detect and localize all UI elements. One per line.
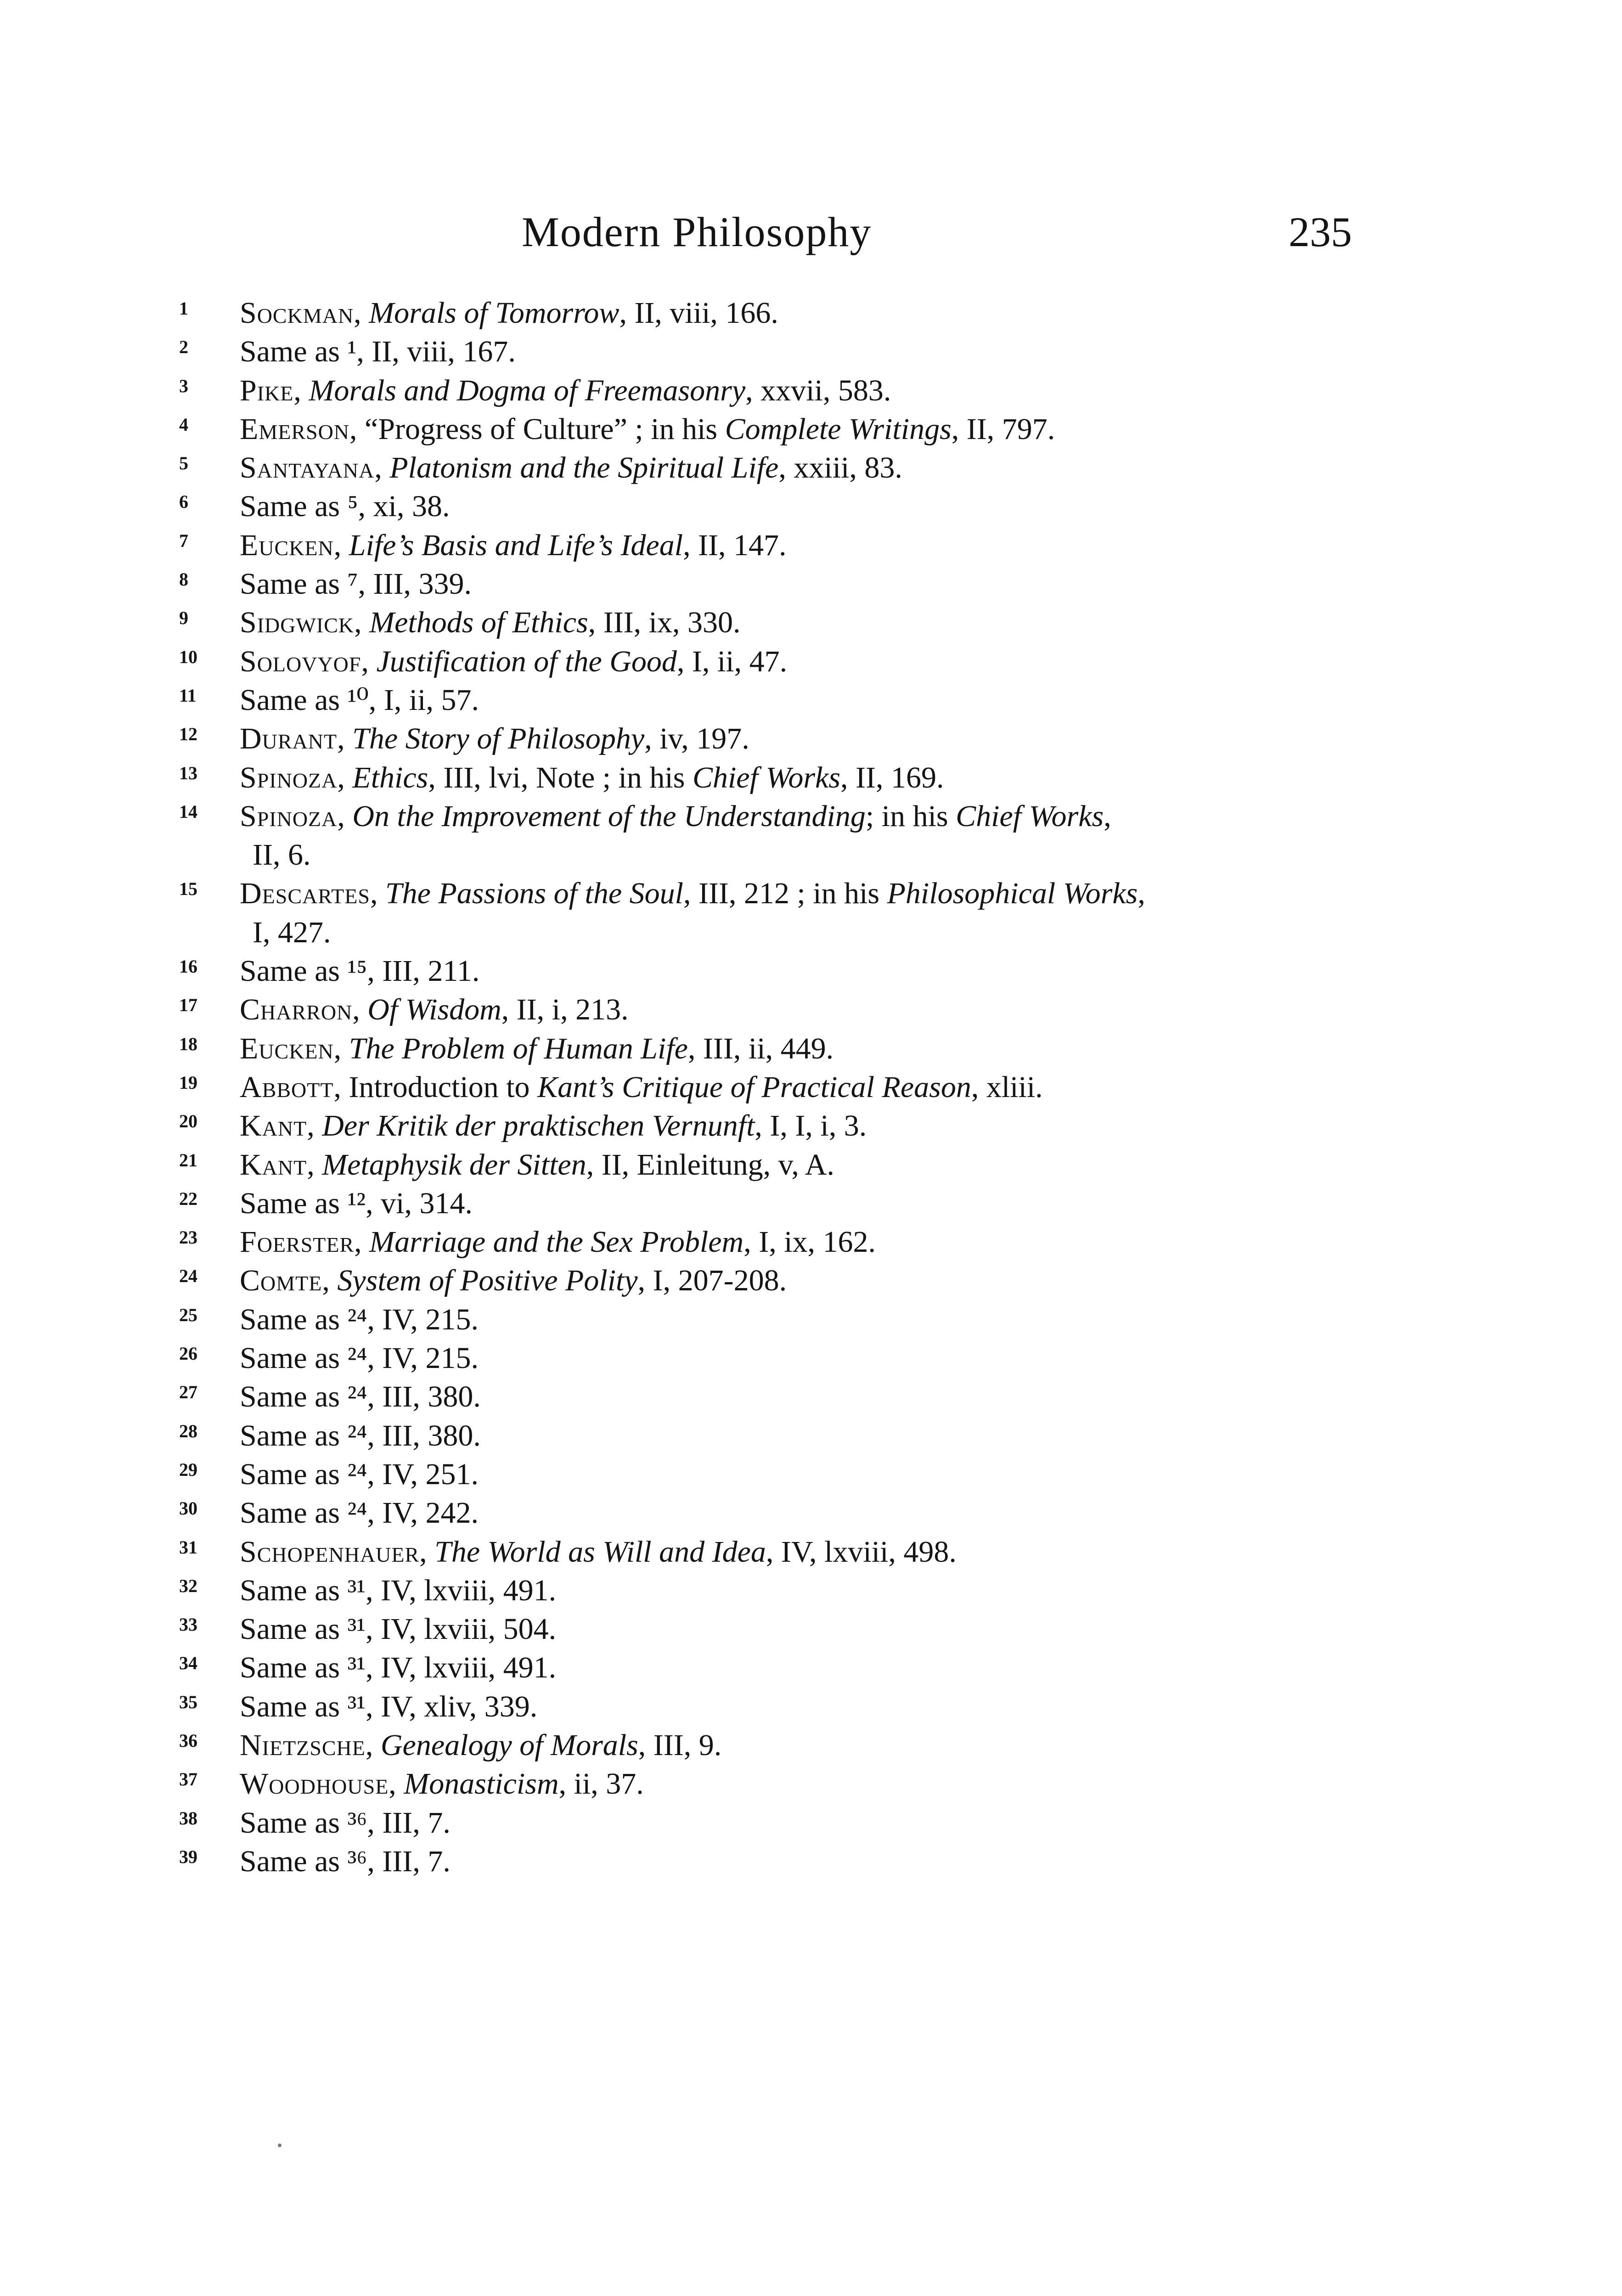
endnote-author: Eucken [240,1031,334,1065]
endnote-citation: , III, ii, 449. [687,1031,834,1065]
endnote-work-title: Monasticism [404,1767,559,1801]
endnote-text [240,1767,644,1801]
endnote-author: Emerson [240,412,350,446]
endnote-work-title: Chief Works [956,799,1104,833]
endnote [179,294,1346,332]
endnote [179,1184,1346,1223]
endnote-continuation: I, 427. [253,915,331,949]
endnote-citation: , [1138,877,1145,911]
endnote [179,1223,1346,1261]
endnote-number: 35 [179,1691,197,1712]
endnote-citation: , IV, lxviii, 498. [766,1535,957,1569]
endnote-text [240,1380,481,1413]
endnote-citation: Same as ³¹, IV, lxviii, 491. [240,1573,557,1607]
endnote-text [240,1535,957,1569]
endnote-work-title: Methods of Ethics [369,606,588,640]
endnote [179,1261,1346,1300]
endnote [179,371,1346,410]
endnote-text [240,1303,479,1336]
endnote-citation: , I, I, i, 3. [755,1109,867,1143]
endnote-separator: , [333,1031,349,1065]
endnote-author: Durant [240,722,338,756]
endnote-citation: Same as ³⁶, III, 7. [240,1806,451,1840]
endnote-text [240,1225,876,1259]
endnote-text [240,1032,834,1065]
endnote-number: 21 [179,1149,197,1171]
endnote-author: Abbott [240,1070,334,1104]
endnotes-list [179,294,1346,1881]
endnote [179,1146,1346,1184]
endnote-number: 12 [179,724,197,745]
endnote-number: 19 [179,1072,197,1093]
endnote [179,603,1346,642]
endnote-author: Pike [240,373,294,407]
endnote [179,1842,1346,1881]
endnote-number: 8 [179,569,188,590]
endnote-citation: , ii, 37. [558,1767,644,1801]
endnote-text [240,606,741,639]
endnote-text [240,1187,473,1220]
endnote-citation: , II, i, 213. [501,993,629,1027]
endnote-number: 17 [179,995,197,1016]
endnote-citation: Same as ⁷, III, 339. [240,567,472,601]
endnote-work-title: On the Improvement of the Understanding [352,799,866,833]
endnote-text [240,1148,834,1182]
endnote-text [240,683,479,717]
endnote-number: 7 [179,530,188,551]
endnote [179,1571,1346,1610]
endnote-citation: Same as ⁵, xi, 38. [240,490,450,523]
endnote-text [240,874,1346,913]
endnote-number: 1 [179,298,188,319]
endnote [179,410,1346,449]
endnote [179,1804,1346,1842]
endnote-number: 34 [179,1653,197,1674]
endnote-number: 10 [179,646,197,667]
endnote-citation: Same as ²⁴, III, 380. [240,1380,481,1414]
endnote-separator: , [337,760,353,794]
endnote-separator: , [337,722,353,756]
endnote-author: Woodhouse [240,1767,389,1801]
endnote-work-title: The Passions of the Soul [385,877,683,911]
endnote-number: 5 [179,453,188,474]
endnote-number: 28 [179,1420,197,1441]
endnote-number: 24 [179,1266,197,1287]
endnote-citation: , III, 9. [638,1728,722,1762]
endnote-separator: , [333,528,349,562]
endnote-author: Santayana [240,451,375,485]
endnote [179,797,1346,875]
endnote-separator: , [307,1148,322,1182]
endnote-citation: , I, ix, 162. [743,1225,876,1259]
endnote-number: 31 [179,1536,197,1558]
endnote-author: Sidgwick [240,606,355,640]
endnote-work-title: Marriage and the Sex Problem [369,1225,744,1259]
endnote-work-title: The Story of Philosophy [352,722,645,756]
endnote-citation: , II, 147. [683,528,787,562]
endnote-citation: Same as ¹, II, viii, 167. [240,335,516,369]
endnote-work-title: Metaphysik der Sitten [322,1148,586,1182]
endnote [179,681,1346,720]
endnote-number: 15 [179,878,197,900]
endnote-number: 37 [179,1769,197,1790]
endnote-number: 3 [179,375,188,396]
endnote-work-title: Justification of the Good [376,644,677,678]
endnote-text [240,1690,537,1723]
endnote-citation: Introduction to [349,1070,538,1104]
endnote-text [240,1574,556,1607]
endnote-work-title: Genealogy of Morals [380,1728,638,1762]
endnote-separator: , [419,1535,435,1569]
printer-dot [278,2144,282,2147]
endnote-work-title: Morals of Tomorrow [369,296,620,330]
endnote-work-title: Life’s Basis and Life’s Ideal [349,528,683,562]
endnote [179,1300,1346,1339]
endnote-author: Eucken [240,528,334,562]
endnote-citation: “Progress of Culture” ; in his [365,412,725,446]
endnote-number: 6 [179,491,188,512]
endnote-number: 16 [179,956,197,977]
endnote-citation: Same as ¹⁰, I, ii, 57. [240,683,479,717]
endnote-separator: , [293,373,309,407]
endnote [179,1765,1346,1803]
endnote-citation: ; in his [865,799,956,833]
endnote-work-title: The Problem of Human Life [349,1031,688,1065]
endnote [179,1688,1346,1726]
endnote-separator: , [354,606,370,640]
endnote-text [240,490,450,523]
endnote-citation: Same as ²⁴, IV, 242. [240,1496,479,1530]
endnote-citation: , III, lvi, Note ; in his [428,760,693,794]
endnote-author: Spinoza [240,799,338,833]
endnote-text [240,722,749,755]
endnote-citation: Same as ³¹, IV, lxviii, 504. [240,1612,557,1646]
endnote-text [240,529,787,562]
endnote-separator: , [354,1225,370,1259]
endnote-number: 39 [179,1846,197,1867]
endnote-number: 13 [179,762,197,783]
endnote-text [240,1496,479,1530]
endnote [179,1417,1346,1455]
endnote-author: Schopenhauer [240,1535,420,1569]
endnote-citation: Same as ²⁴, III, 380. [240,1418,481,1452]
endnote-citation: , II, 797. [951,412,1055,446]
endnote [179,1649,1346,1687]
endnote-text [240,1728,721,1762]
endnote-work-title: Ethics [352,760,428,794]
endnote-separator: , [349,412,365,446]
endnote-number: 20 [179,1111,197,1132]
endnote-author: Nietzsche [240,1728,366,1762]
endnote-continuation: II, 6. [253,838,311,872]
endnote [179,952,1346,990]
endnote-text [240,1419,481,1452]
endnote-text [240,1109,867,1142]
endnote-author: Solovyof [240,644,361,678]
endnote-text [240,993,629,1026]
endnote [179,1726,1346,1765]
endnote-work-title: Platonism and the Spiritual Life [389,451,779,485]
endnote-work-title: Philosophical Works [887,877,1138,911]
endnote-author: Sockman [240,296,354,330]
endnote [179,1068,1346,1107]
endnote-citation: , I, 207-208. [637,1264,787,1298]
endnote-text [240,451,902,484]
endnote-separator: , [352,993,368,1027]
endnote-citation: Same as ³¹, IV, lxviii, 491. [240,1651,557,1685]
endnote-author: Kant [240,1148,307,1182]
endnote-text [240,567,472,601]
endnote-work-title: System of Positive Polity [337,1264,638,1298]
endnote-number: 33 [179,1614,197,1635]
endnote-number: 9 [179,608,188,629]
endnote-number: 36 [179,1730,197,1751]
endnote-work-title: The World as Will and Idea [434,1535,766,1569]
endnote-number: 25 [179,1304,197,1325]
endnote [179,1107,1346,1145]
endnote-text [240,1070,1043,1104]
endnote-author: Kant [240,1109,307,1143]
endnote-text [240,797,1346,836]
endnote-citation: Same as ²⁴, IV, 215. [240,1341,479,1375]
endnote-text [240,645,787,678]
endnote-citation: , iv, 197. [644,722,749,756]
endnote-work-title: Der Kritik der praktischen Vernunft [322,1109,755,1143]
running-title: Modern Philosophy [522,208,872,255]
endnote-citation: Same as ¹⁵, III, 211. [240,954,480,988]
endnote-number: 22 [179,1188,197,1209]
endnote-separator: , [337,799,353,833]
endnote-separator: , [389,1767,404,1801]
endnote [179,759,1346,797]
endnote [179,487,1346,526]
endnote-number: 32 [179,1575,197,1596]
endnote-work-title: Complete Writings [725,412,952,446]
endnote [179,1533,1346,1571]
endnote-number: 2 [179,337,188,358]
endnote [179,526,1346,565]
endnote-author: Descartes [240,877,370,911]
endnote [179,332,1346,371]
endnote [179,565,1346,603]
endnote-citation: , xxvii, 583. [745,373,891,407]
endnote-text [240,335,516,368]
endnote-text [240,1806,451,1840]
endnote-citation: Same as ²⁴, IV, 251. [240,1457,479,1491]
endnote-citation: , II, Einleitung, v, A. [586,1148,834,1182]
endnote-citation: Same as ²⁴, IV, 215. [240,1302,479,1336]
endnote [179,874,1346,952]
endnote-separator: , [370,877,385,911]
endnote-number: 29 [179,1459,197,1480]
endnote-author: Comte [240,1264,322,1298]
endnote [179,1610,1346,1649]
endnote-work-title: Of Wisdom [367,993,501,1027]
endnote [179,449,1346,487]
endnote [179,1378,1346,1416]
endnote-author: Foerster [240,1225,355,1259]
endnote-citation: , [1104,799,1111,833]
endnote-number: 4 [179,414,188,435]
endnote-separator: , [365,1728,381,1762]
endnote-separator: , [322,1264,338,1298]
endnote-number: 38 [179,1807,197,1829]
endnote-number: 23 [179,1227,197,1248]
endnote-work-title: Chief Works [692,760,841,794]
endnote [179,1455,1346,1494]
endnote-number: 30 [179,1498,197,1519]
endnote-citation: Same as ³⁶, III, 7. [240,1844,451,1878]
endnote-text [240,1612,556,1646]
endnote-work-title: Morals and Dogma of Freemasonry [309,373,746,407]
endnote-separator: , [374,451,390,485]
endnote-text [240,1264,787,1297]
endnote-citation: , III, 212 ; in his [683,877,887,911]
endnote-number: 18 [179,1033,197,1054]
endnote-work-title: Kant’s Critique of Practical Reason [537,1070,971,1104]
page-header [0,208,1622,263]
endnote [179,1494,1346,1532]
endnote-text [240,1651,556,1684]
endnote-author: Spinoza [240,760,338,794]
endnote-author: Charron [240,993,353,1027]
endnote-text [240,1341,479,1375]
endnote-text [240,1458,479,1491]
endnote [179,642,1346,681]
endnote-text [240,1845,451,1878]
endnote-text [240,412,1055,446]
endnote-citation: Same as ¹², vi, 314. [240,1186,473,1220]
endnote [179,720,1346,758]
endnote [179,1030,1346,1068]
endnote [179,990,1346,1029]
endnote-number: 26 [179,1343,197,1364]
endnote-citation: , II, 169. [840,760,944,794]
endnote-text [240,761,944,794]
endnote-separator: , [307,1109,322,1143]
endnote-citation: Same as ³¹, IV, xliv, 339. [240,1689,538,1723]
endnote-citation: , II, viii, 166. [619,296,778,330]
endnote-citation: , xxiii, 83. [778,451,902,485]
endnote-text [240,296,778,330]
endnote-citation: , III, ix, 330. [588,606,741,640]
endnote-number: 11 [179,685,197,706]
endnote [179,1339,1346,1378]
endnote-separator: , [361,644,377,678]
endnote-citation: , xliii. [971,1070,1043,1104]
endnote-citation: , I, ii, 47. [676,644,788,678]
endnote-number: 27 [179,1382,197,1403]
endnote-separator: , [333,1070,349,1104]
endnote-number: 14 [179,801,197,822]
endnote-text [240,954,479,988]
page-number: 235 [1289,208,1352,255]
endnote-text [240,374,891,407]
endnote-separator: , [354,296,369,330]
